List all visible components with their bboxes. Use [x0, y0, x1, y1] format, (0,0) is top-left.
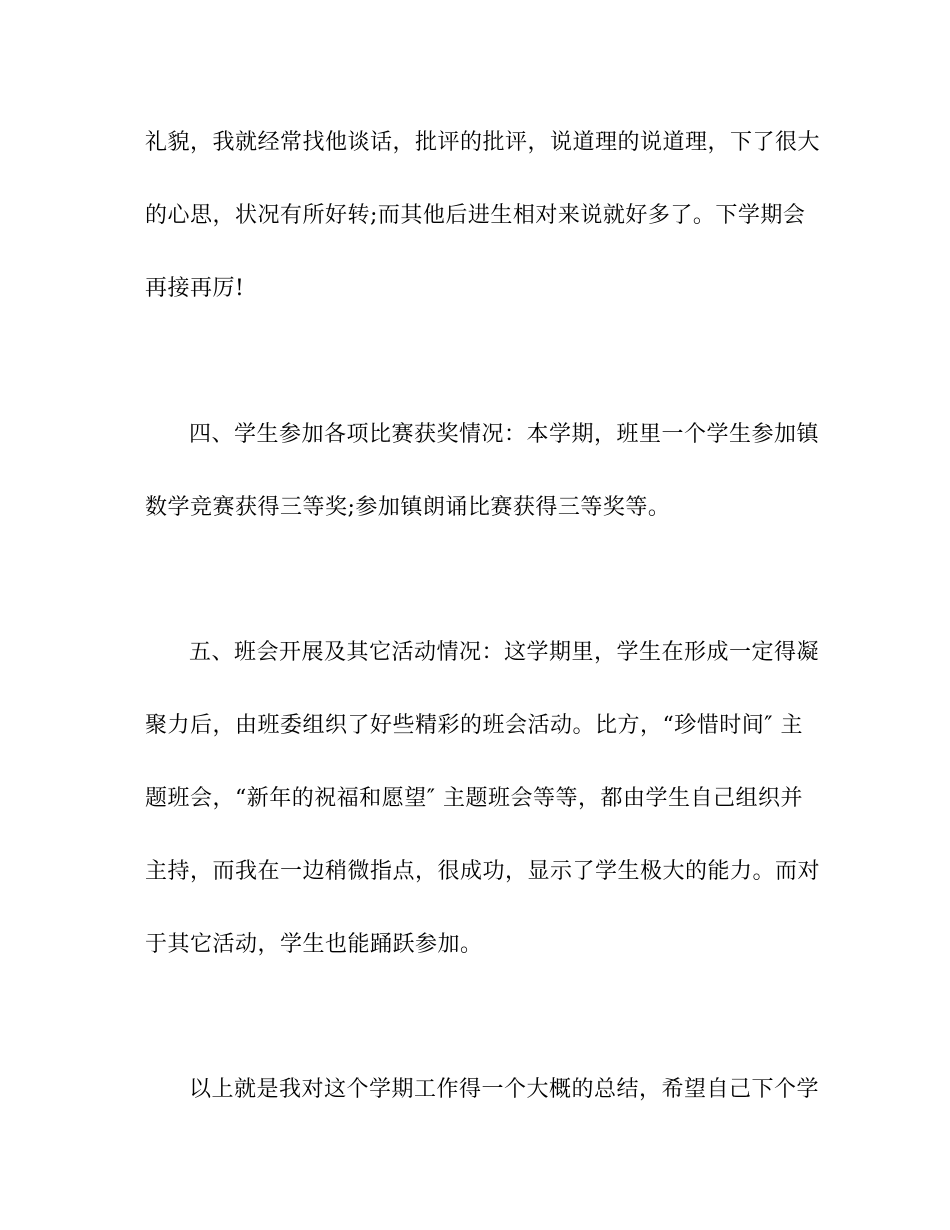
text-line: 主持，而我在一边稍微指点，很成功，显示了学生极大的能力。而对	[145, 859, 821, 884]
text-line: 礼貌，我就经常找他谈话，批评的批评，说道理的说道理，下了很大	[145, 130, 821, 155]
text-line: 数学竞赛获得三等奖;参加镇朗诵比赛获得三等奖等。	[145, 495, 671, 520]
text-line: 再接再厉!	[145, 276, 245, 301]
text-line: 题班会，“新年的祝福和愿望″ 主题班会等等，都由学生自己组织并	[145, 786, 803, 811]
text-line: 于其它活动，学生也能踊跃参加。	[145, 932, 483, 957]
text-line: 以上就是我对这个学期工作得一个大概的总结，希望自己下个学	[189, 1077, 820, 1102]
text-line: 聚力后，由班委组织了好些精彩的班会活动。比方，“珍惜时间″ 主	[145, 713, 803, 738]
text-line: 的心思，状况有所好转;而其他后进生相对来说就好多了。下学期会	[145, 203, 806, 228]
text-line: 五、班会开展及其它活动情况：这学期里，学生在形成一定得凝	[189, 640, 820, 665]
text-line: 四、学生参加各项比赛获奖情况：本学期，班里一个学生参加镇	[189, 422, 820, 447]
